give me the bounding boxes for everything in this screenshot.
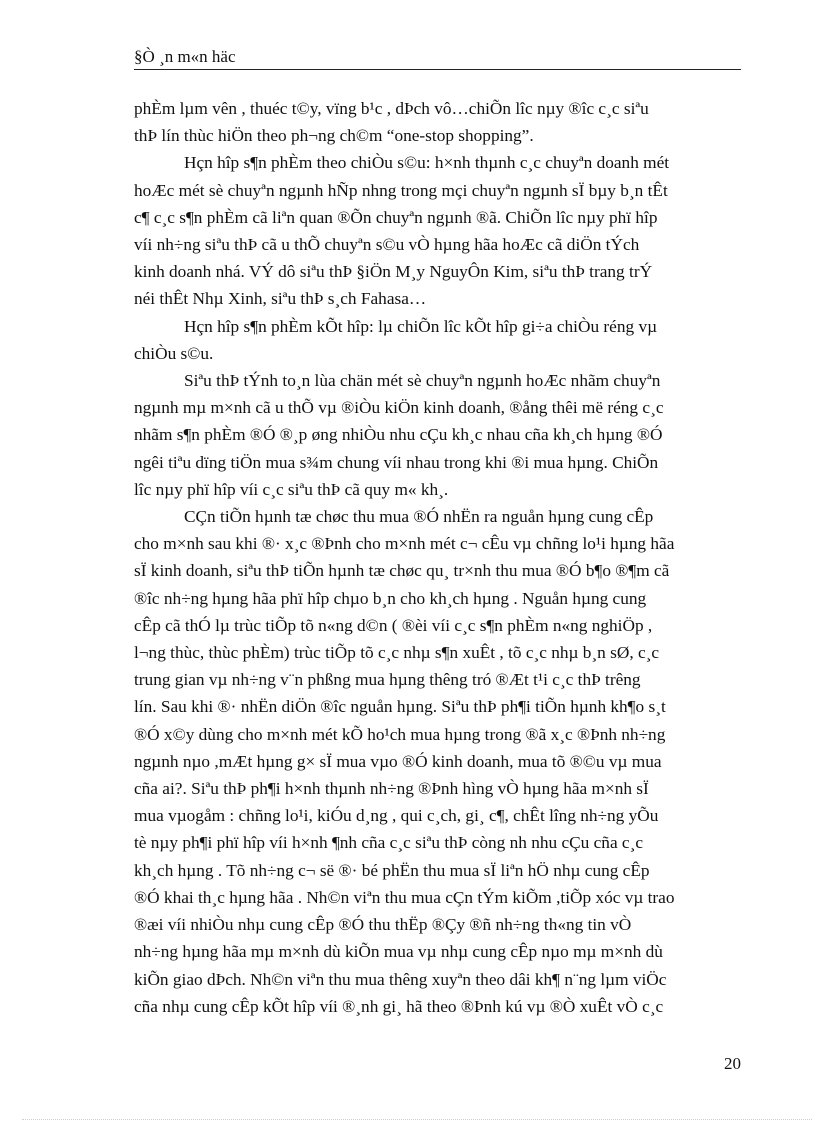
body-line: ®æi víi nhiÒu nhµ cung cÊp ®Ó thu thËp ®Çy ®ñ nh÷ng th«ng tin vÒ <box>134 915 632 935</box>
page-number: 20 <box>724 1054 741 1073</box>
body-line: phÈm lµm vên , thuéc t©y, vïng b¹c , dÞch vô…chiÕn lîc nµy ®îc c¸c siªu <box>134 99 649 118</box>
body-line: Hçn hîp s¶n phÈm kÕt hîp: lµ chiÕn lîc kÕt hîp gi÷a chiÒu réng vµ <box>184 316 658 336</box>
body-line: ngµnh mµ m×nh cã u thÕ vµ ®iÒu kiÖn kinh doanh, ®ång thêi më réng c¸c <box>134 398 664 418</box>
body-line: mua vµogåm : chñng lo¹i, kiÓu d¸ng , qui c¸ch, gi¸ c¶, chÊt lîng nh÷ng yÕu <box>134 806 659 826</box>
body-line: lín. Sau khi ®· nhËn diÖn ®îc nguån hµng. Siªu thÞ ph¶i tiÕn hµnh kh¶o s¸t <box>134 697 666 717</box>
body-line: ngêi tiªu dïng tiÖn mua s¾m chung víi nhau trong khi ®i mua hµng. ChiÕn <box>134 452 659 472</box>
body-line: ®Ó x©y dùng cho m×nh mét kÕ ho¹ch mua hµng trong ®ã x¸c ®Þnh nh÷ng <box>134 724 666 744</box>
header-title: §Ò ¸n m«n häc <box>134 47 236 66</box>
body-line: víi nh÷ng siªu thÞ cã u thÕ chuyªn s©u vÒ hµng hãa hoÆc cã diÖn tÝch <box>134 235 640 255</box>
body-line: tè nµy ph¶i phï hîp víi h×nh ¶nh cña c¸c siªu thÞ còng nh nhu cÇu cña c¸c <box>134 833 644 853</box>
footer-divider <box>22 1119 812 1120</box>
body-line: sÏ kinh doanh, siªu thÞ tiÕn hµnh tæ chøc qu¸ tr×nh thu mua ®Ó b¶o ®¶m cã <box>134 561 670 581</box>
body-line: Hçn hîp s¶n phÈm theo chiÒu s©u: h×nh thµnh c¸c chuyªn doanh mét <box>184 153 670 173</box>
body-line: cña nhµ cung cÊp kÕt hîp víi ®¸nh gi¸ hã theo ®Þnh kú vµ ®Ò xuÊt vÒ c¸c <box>134 996 664 1016</box>
body-line: néi thÊt Nhµ Xinh, siªu thÞ s¸ch Fahasa… <box>134 289 427 309</box>
header-rule <box>134 69 741 70</box>
body-line: nh÷ng hµng hãa mµ m×nh dù kiÕn mua vµ nhµ cung cÊp nµo mµ m×nh dù <box>134 942 663 962</box>
body-line: cña ai?. Siªu thÞ ph¶i h×nh thµnh nh÷ng ®Þnh hìng vÒ hµng hãa m×nh sÏ <box>134 779 649 799</box>
body-text <box>134 95 741 1020</box>
body-line: kinh doanh nhá. VÝ dô siªu thÞ §iÖn M¸y NguyÔn Kim, siªu thÞ trang trÝ <box>134 262 653 282</box>
body-line: cÊp cã thÓ lµ trùc tiÕp tõ n«ng d©n ( ®èi víi c¸c s¶n phÈm n«ng nghiÖp , <box>134 615 653 635</box>
body-line: ngµnh nµo ,mÆt hµng g× sÏ mua vµo ®Ó kinh doanh, mua tõ ®©u vµ mua <box>134 751 662 771</box>
body-line: hoÆc mét sè chuyªn ngµnh hÑp nhng trong mçi chuyªn ngµnh sÏ bµy b¸n tÊt <box>134 180 668 200</box>
body-line: ®Ó khai th¸c hµng hãa . Nh©n viªn thu mua cÇn tÝm kiÕm ,tiÕp xóc vµ trao <box>134 887 675 907</box>
body-line: l¬ng thùc, thùc phÈm) trùc tiÕp tõ c¸c nhµ s¶n xuÊt , tõ c¸c nhµ b¸n sØ, c¸c <box>134 643 660 663</box>
body-line: kiÕn giao dÞch. Nh©n viªn thu mua thêng xuyªn theo dâi kh¶ n¨ng lµm viÖc <box>134 969 667 989</box>
body-line: Siªu thÞ tÝnh to¸n lùa chän mét sè chuyªn ngµnh hoÆc nhãm chuyªn <box>184 371 661 391</box>
body-line: nhãm s¶n phÈm ®Ó ®¸p øng nhiÒu nhu cÇu kh¸c nhau cña kh¸ch hµng ®Ó <box>134 425 663 445</box>
body-line: chiÒu s©u. <box>134 343 214 363</box>
body-line: CÇn tiÕn hµnh tæ chøc thu mua ®Ó nhËn ra nguån hµng cung cÊp <box>184 507 654 527</box>
body-line: cho m×nh sau khi ®· x¸c ®Þnh cho m×nh mét c¬ cÊu vµ chñng lo¹i hµng hãa <box>134 534 675 554</box>
body-line: c¶ c¸c s¶n phÈm cã liªn quan ®Õn chuyªn ngµnh ®ã. ChiÕn lîc nµy phï hîp <box>134 207 658 227</box>
body-line: lîc nµy phï hîp víi c¸c siªu thÞ cã quy m« kh¸. <box>134 479 449 499</box>
body-line: thÞ lín thùc hiÖn theo ph¬ng ch©m “one-stop shopping”. <box>134 126 534 146</box>
body-line: trung gian vµ nh÷ng v¨n phßng mua hµng thêng tró ®Æt t¹i c¸c thÞ trêng <box>134 670 641 690</box>
paragraph-block <box>134 95 741 1020</box>
body-line: kh¸ch hµng . Tõ nh÷ng c¬ së ®· bé phËn thu mua sÏ liªn hÖ nhµ cung cÊp <box>134 860 650 880</box>
body-line: ®îc nh÷ng hµng hãa phï hîp chµo b¸n cho kh¸ch hµng . Nguån hµng cung <box>134 588 647 608</box>
